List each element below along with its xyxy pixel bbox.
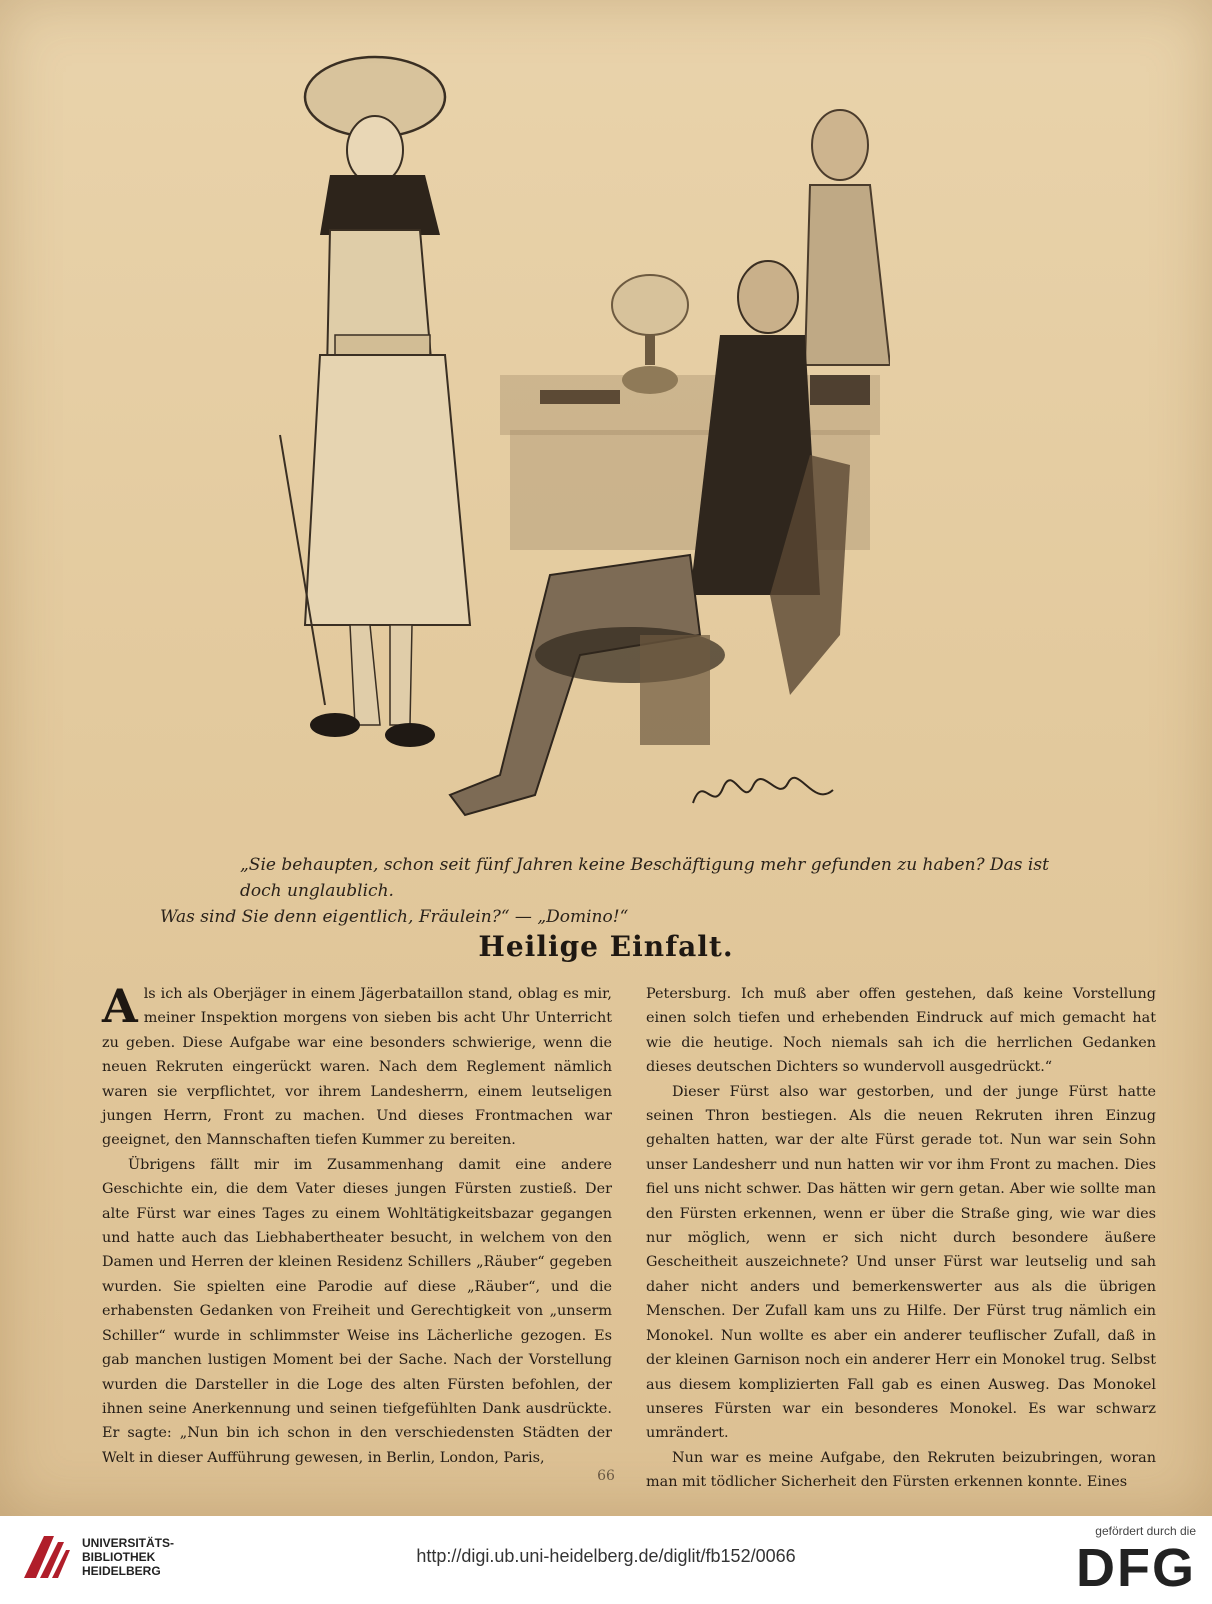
paragraph: Dieser Fürst also war gestorben, und der junge Fürst hatte seinen Thron bestiegen. Als die neuen Rekruten ihren Einzug gehalten hatten, war der alte Fürst gerade tot. Nun war sein Sohn unser Landesherr und nun hatten wir vor ihm Front zu machen. Dies fiel uns nicht schwer. Das hätten wir gern getan. Aber wie sollte man den Fürsten erkennen, wenn er über die Straße ging, wie war dies nur möglich, wenn er sich nicht durch besondere äußere Gescheitheit auszeichnete? Und unser Fürst war leutselig und sah daher nicht anders und bemerkenswerter aus als die übrigen Menschen. Der Zufall kam uns zu Hilfe. Der Fürst trug nämlich ein Monokel. Nun wollte es aber ein anderer teuflischer Zufall, daß in der kleinen Garnison noch ein anderer Herr ein Monokel trug. Selbst aus diesem komplizierten Fall gab es einen Ausweg. Das Monokel unseres Fürsten war ein besonderes Monokel. Es war schwarz umrändert. [646,1083,1156,1442]
document-url[interactable]: http://digi.ub.uni-heidelberg.de/diglit/fb152/0066 [416,1546,796,1566]
footer-bar [0,1516,1212,1604]
text-column-left [102,979,612,1470]
caption-line-1: „Sie behaupten, schon seit fünf Jahren keine Beschäftigung mehr gefunden zu haben? Das ist doch unglaublich. [240,855,1049,901]
paragraph: Als ich als Oberjäger in einem Jägerbataillon stand, oblag es mir, meiner Inspektion morgens von sieben bis acht Uhr Unterricht zu geben. Diese Aufgabe war eine besonders schwierige, wenn die neuen Rekruten eingerückt waren. Nach dem Reglement nämlich waren sie verpflichtet, vor ihrem Landesherrn, einem leutseligen jungen Herrn, Front zu machen. Und dieses Frontmachen war geeignet, den Mannschaften tiefen Kummer zu bereiten. [102,979,612,1149]
page-number: 66 [597,1468,615,1484]
text-column-right [646,982,1156,1495]
caption-line-2: Was sind Sie denn eigentlich, Fräulein?“ — „Domino!“ [160,907,629,927]
funding-credit [1056,1524,1196,1598]
paragraph: Übrigens fällt mir im Zusammenhang damit eine andere Geschichte ein, die dem Vater dieses jungen Fürsten zustieß. Der alte Fürst war eines Tages zu einem Wohltätigkeitsbazar gegangen und hatte auch das Liebhabertheater besucht, in welchem von den Damen und Herren der kleinen Residenz Schillers „Räuber“ gegeben wurden. Sie spielten eine Parodie auf diese „Räuber“, und die erhabensten Gedanken von Freiheit und Gerechtigkeit von „unserm Schiller“ wurde in schlimmster Weise ins Lächerliche gezogen. Es gab manchen lustigen Moment bei der Sache. Nach der Vorstellung wurden die Darsteller in die Loge des alten Fürsten befohlen, der ihnen seine Anerkennung und seinen tiefgefühlten Dank ausdrückte. Er sagte: „Nun bin ich schon in den verschiedensten Städten der Welt in dieser Aufführung gewesen, in Berlin, London, Paris, [102,1156,612,1466]
paragraph: Petersburg. Ich muß aber offen gestehen, daß keine Vorstellung einen solch tiefen und erhebenden Eindruck auf mich gemacht hat wie die heutige. Noch niemals sah ich die herrlichen Gedanken dieses deutschen Dichters so wundervoll ausgedrückt.“ [646,986,1156,1076]
dfg-logo: DFG [1076,1538,1196,1598]
library-name: UNIVERSITÄTS- BIBLIOTHEK HEIDELBERG [82,1536,175,1578]
illustration [250,35,890,835]
drop-cap: A [102,979,138,1033]
article-title: Heilige Einfalt. [478,930,734,963]
paragraph: Nun war es meine Aufgabe, den Rekruten beizubringen, woran man mit tödlicher Sicherheit den Fürsten erkennen konnte. Eines [646,1449,1156,1491]
funding-label: gefördert durch die [1095,1524,1196,1538]
illustration-caption [160,852,1060,930]
artist-signature [688,768,838,818]
